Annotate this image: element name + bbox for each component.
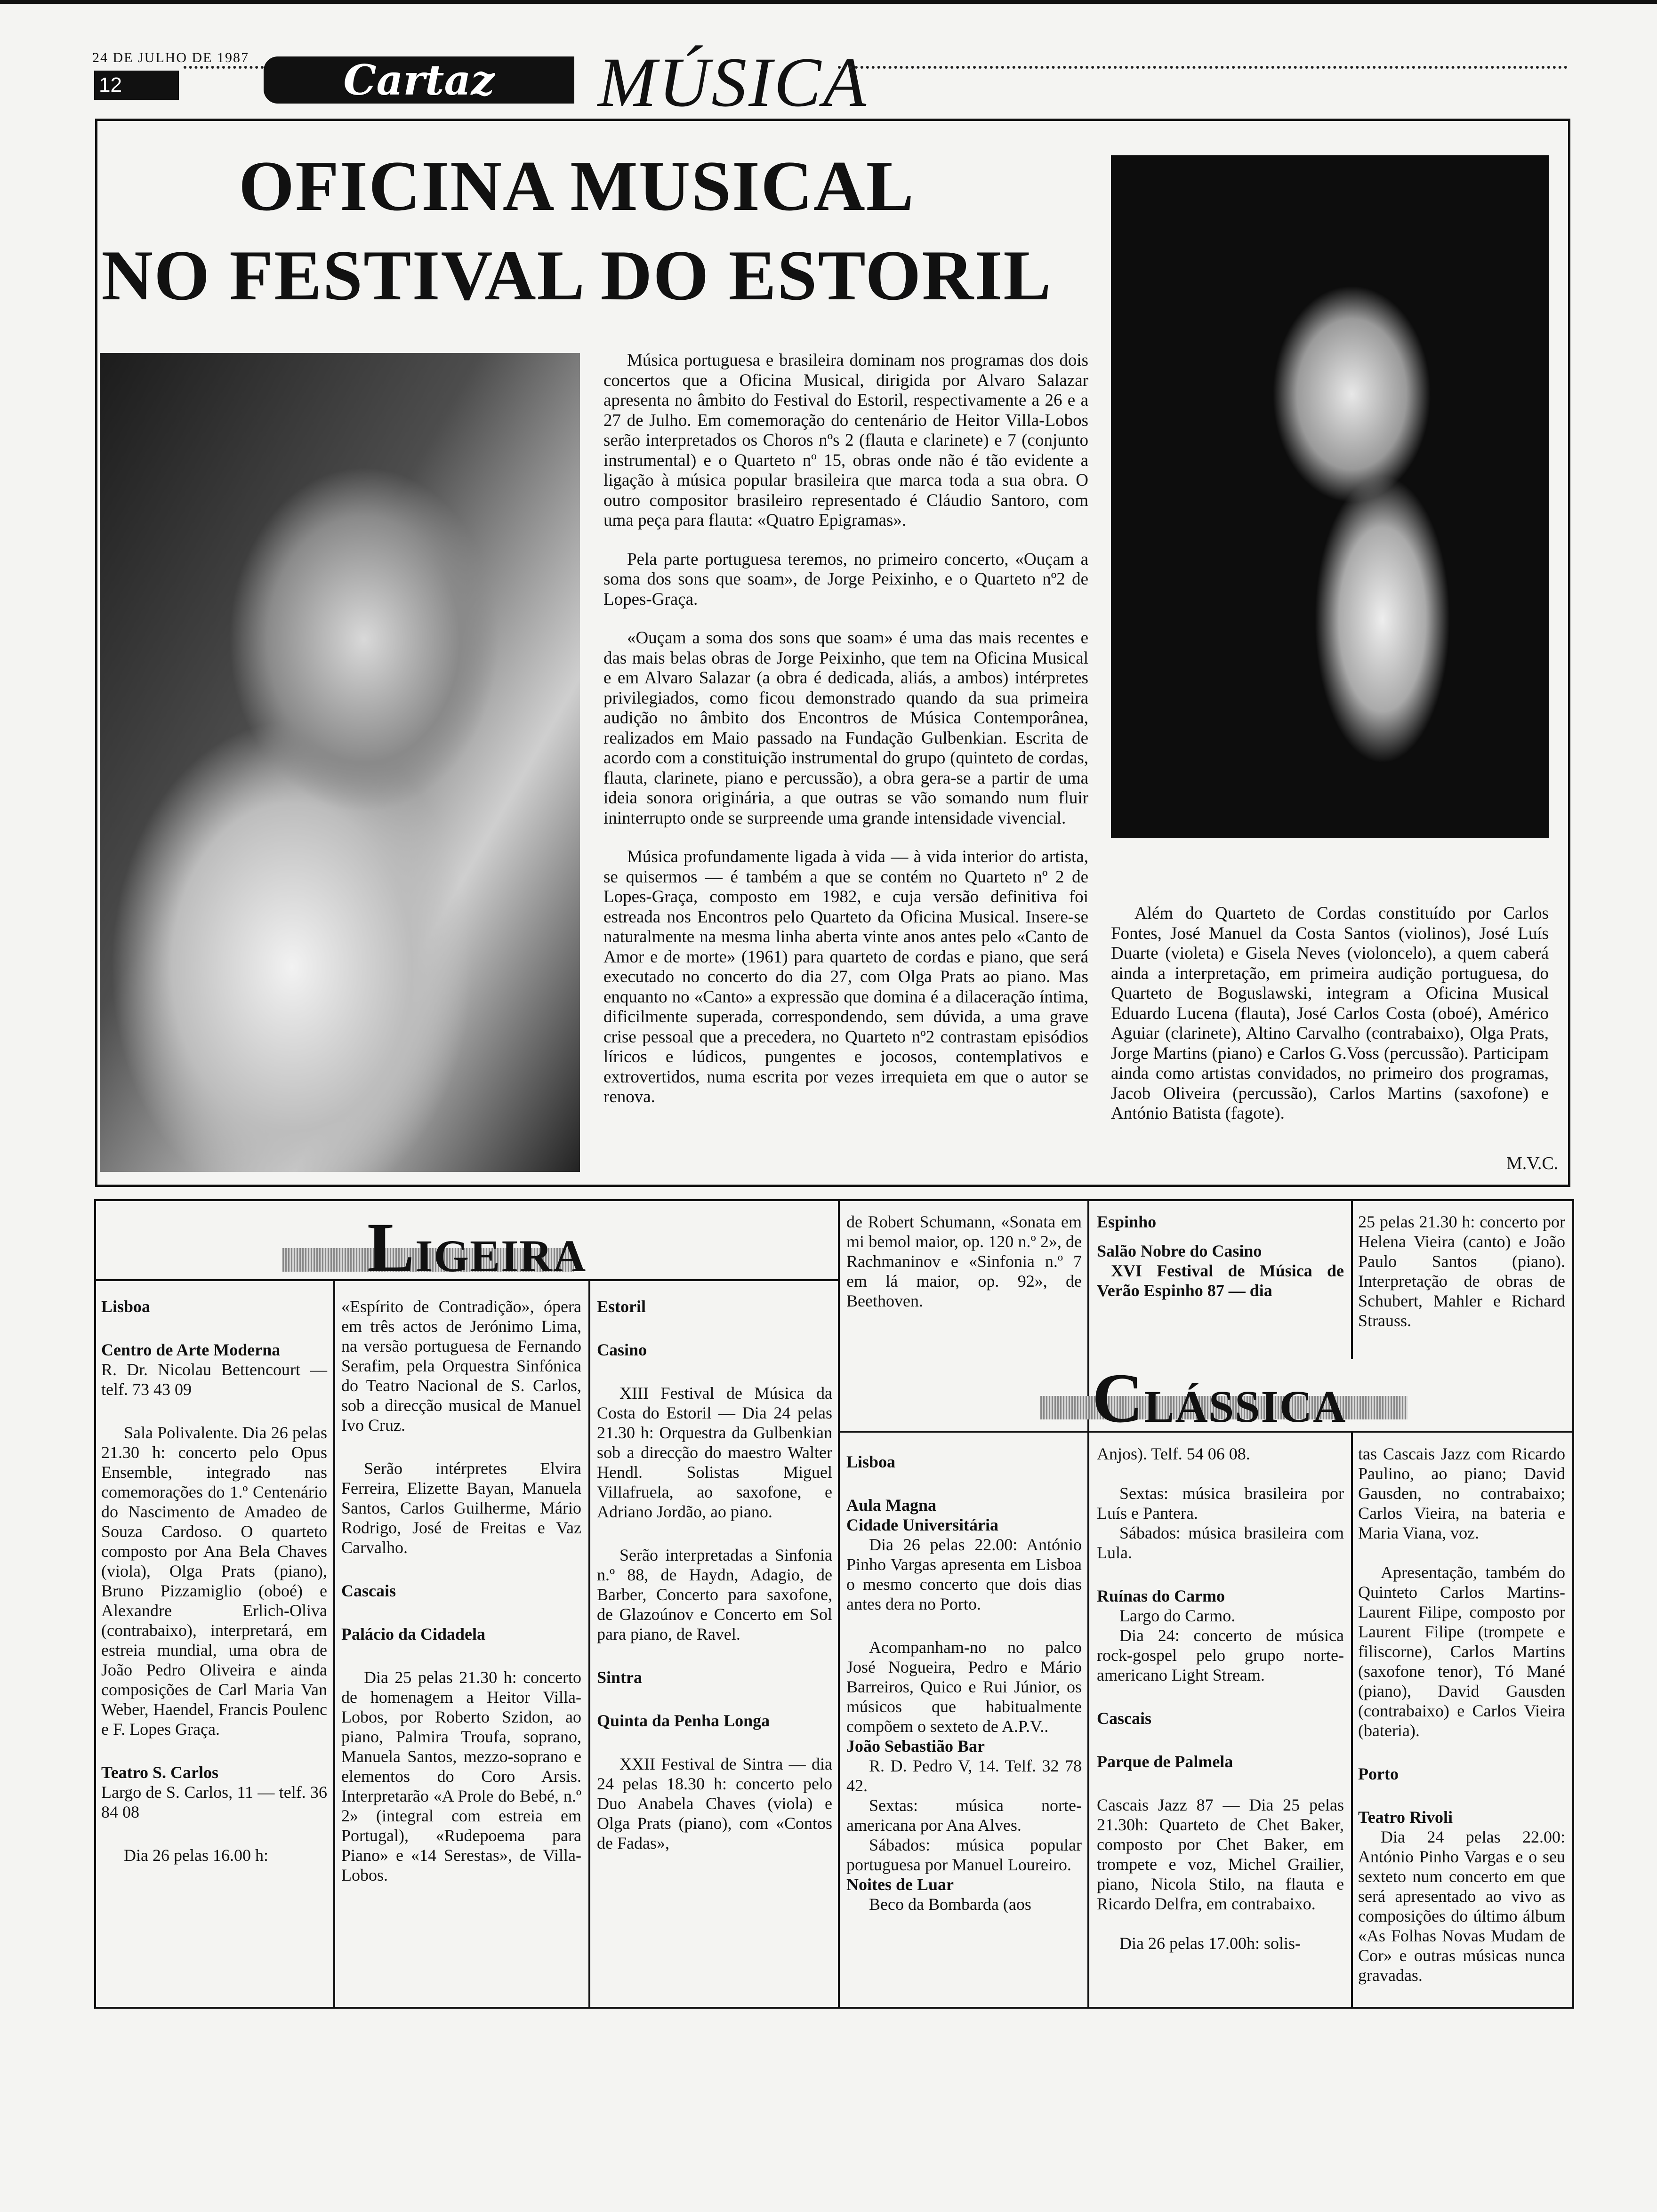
classica-heading — [1092, 1359, 1347, 1437]
listing-text: Sextas: música norte-americana por Ana Alves. — [846, 1796, 1082, 1835]
listing-column-6-top — [1358, 1212, 1565, 1350]
listing-text: de Robert Schumann, «Sonata em mi bemol maior, op. 120 n.º 2», de Rachmaninov e «Sinfonia n.º 7 em lá maior, op. 92», de Beethoven. — [846, 1212, 1082, 1310]
article-body-right — [1111, 904, 1549, 1143]
venue-heading: Teatro Rivoli — [1358, 1808, 1453, 1827]
header-date: 24 DE JULHO DE 1987 — [92, 50, 249, 65]
listing-column-4 — [846, 1452, 1082, 1914]
article-paragraph: Pela parte portuguesa teremos, no primeiro concerto, «Ouçam a soma dos sons que soam», de Jorge Peixinho, e o Quarteto nº2 de Lopes-Graça. — [603, 549, 1088, 609]
city-heading: Lisboa — [101, 1297, 151, 1316]
venue-address: R. D. Pedro V, 14. Telf. 32 78 42. — [846, 1756, 1082, 1795]
article-paragraph: Além do Quarteto de Cordas constituído por Carlos Fontes, José Manuel da Costa Santos (violinos), José Luís Duarte (violeta) e Gisela Neves (violoncelo), a quem caberá ainda a interpretação, em primeira audição portuguesa, do Quarteto de Boguslawski, integram a Oficina Musical Eduardo Lucena (flauta), José Carlos Costa (oboé), Américo Aguiar (clarinete), Altino Carvalho (contrabaixo), Olga Prats, Jorge Martins (piano) e Carlos G.Voss (percussão). Participam ainda como artistas convidados, no primeiro dos programas, Jacob Oliveira (percussão), Carlos Martins (saxofone) e António Batista (fagote). — [1111, 904, 1549, 1123]
listing-text: Sextas: música brasileira por Luís e Pantera. — [1097, 1484, 1344, 1523]
col-rule-3 — [838, 1199, 840, 2009]
header-dots-right — [838, 66, 1568, 72]
venue-heading: Parque de Palmela — [1097, 1752, 1233, 1771]
venue-heading: Noites de Luar — [846, 1875, 954, 1894]
listing-text: Sábados: música brasileira com Lula. — [1097, 1523, 1344, 1562]
listing-column-2 — [341, 1297, 581, 1885]
col-rule-5a — [1351, 1199, 1353, 1359]
listing-text: Dia 26 pelas 17.00h: solis- — [1119, 1934, 1301, 1953]
venue-heading: João Sebastião Bar — [846, 1737, 985, 1755]
listing-text: XXII Festival de Sintra — dia 24 pelas 18.30 h: concerto pelo Duo Anabela Chaves (viola) e Olga Prats (piano), com «Contos de Fadas», — [597, 1755, 832, 1852]
col-rule-1 — [333, 1279, 335, 2009]
listing-text: Sala Polivalente. Dia 26 pelas 21.30 h: concerto pelo Opus Ensemble, integrado nas comemorações do 1.º Centenário do Nascimento de Amadeo de Souza Cardoso. O quarteto composto por Ana Bela Chaves (viola), Olga Prats (piano), Bruno Pizzamiglio (oboé) e Alexandre Erlich-Oliva (contrabaixo), interpretará, em estreia mundial, uma obra de João Pedro Oliveira e ainda composições de Carl Maria Van Weber, Haendel, Francis Poulenc e F. Lopes Graça. — [101, 1423, 327, 1739]
listing-text: 25 pelas 21.30 h: concerto por Helena Vieira (canto) e João Paulo Santos (piano). Interpretação de obras de Schubert, Mahler e Richard Strauss. — [1358, 1212, 1565, 1330]
listing-text: XIII Festival de Música da Costa do Estoril — Dia 24 pelas 21.30 h: Orquestra da Gulbenkian sob a direcção do maestro Walter Hendl. Solistas Miguel Villafruela, ao saxofone, e Adriano Jordão, ao piano. — [597, 1384, 832, 1521]
listing-text: Dia 25 pelas 21.30 h: concerto de homenagem a Heitor Villa-Lobos, por Roberto Szidon, ao piano, Palmira Troufa, soprano, Manuela Santos, mezzo-soprano e elementos do Coro Arsis. Interpretarão «A Prole do Bebé, n.º 2» (integral com estreia em Portugal), «Rudepoema para Piano» e «14 Serestas», de Villa-Lobos. — [341, 1668, 581, 1884]
listing-text: Sábados: música popular portuguesa por Manuel Loureiro. — [846, 1835, 1082, 1874]
venue-heading: Casino — [597, 1340, 647, 1359]
article-paragraph: Música portuguesa e brasileira dominam nos programas dos dois concertos que a Oficina Musical, dirigida por Alvaro Salazar apresenta no âmbito do Festival do Estoril, respectivamente a 26 e a 27 de Julho. Em comemoração do centenário de Heitor Villa-Lobos serão interpretados os Choros nºs 2 (flauta e clarinete) e 7 (conjunto instrumental) e o Quarteto nº 15, obras onde não é tão evidente a ligação à música popular brasileira que marca toda a sua obra. O outro compositor brasileiro representado é Cláudio Santoro, com uma peça para flauta: «Quatro Epigramas». — [603, 351, 1088, 530]
col-rule-0 — [94, 1199, 96, 2009]
classica-rest: LÁSSICA — [1144, 1381, 1347, 1432]
col-rule-6 — [1572, 1199, 1574, 2009]
festival-title: XVI Festival de Música de Verão Espinho 87 — dia — [1097, 1261, 1344, 1300]
venue-address: Largo de S. Carlos, 11 — telf. 36 84 08 — [101, 1783, 327, 1821]
article-title — [94, 141, 1059, 320]
article-paragraph: «Ouçam a soma dos sons que soam» é uma das mais recentes e das mais belas obras de Jorge Peixinho, que tem na Oficina Musical e em Alvaro Salazar (a obra é dedicada, aliás, a ambos) intérpretes privilegiados, como ficou demonstrado quando da sua primeira audição no âmbito dos Encontros de Música Contemporânea, realizados em Maio passado na Fundação Gulbenkian. Escrita de acordo com a constituição instrumental do grupo (quinteto de cordas, flauta, clarinete, piano e percussão), a obra gera-se a partir de uma ideia sonora originária, a que outras se vão somando num fluir ininterrupto onde se surpreende uma grande intensidade vivencial. — [603, 628, 1088, 828]
venue-heading: Salão Nobre do Casino — [1097, 1242, 1262, 1260]
listing-text: Anjos). Telf. 54 06 08. — [1097, 1444, 1250, 1463]
city-heading: Espinho — [1097, 1212, 1157, 1231]
listing-text: Beco da Bombarda (aos — [869, 1895, 1031, 1914]
venue-address: R. Dr. Nicolau Bettencourt — telf. 73 43 09 — [101, 1360, 327, 1399]
venue-heading: Palácio da Cidadela — [341, 1625, 486, 1643]
listing-text: Serão interpretadas a Sinfonia n.º 88, de Haydn, Adagio, de Barber, Concerto para saxofone, de Glazoúnov e Concerto em Sol para piano, de Ravel. — [597, 1546, 832, 1643]
header-dots-left — [184, 66, 264, 72]
classica-initial: C — [1092, 1359, 1144, 1437]
top-rule — [0, 0, 1657, 4]
article-signature: M.V.C. — [1506, 1154, 1559, 1173]
venue-address: Largo do Carmo. — [1119, 1606, 1236, 1625]
listing-column-1 — [101, 1297, 327, 1865]
listing-column-4-top — [846, 1212, 1082, 1330]
listing-column-5 — [1097, 1444, 1344, 1953]
listing-column-5-top — [1097, 1212, 1344, 1300]
ligeira-heading — [367, 1209, 587, 1287]
section-title: MÚSICA — [598, 43, 868, 121]
cartaz-logo: Cartaz — [264, 56, 574, 104]
title-line-1: OFICINA MUSICAL — [238, 146, 915, 225]
section-bottom-rule — [94, 2007, 1574, 2009]
venue-heading: Ruínas do Carmo — [1097, 1587, 1225, 1605]
article-body — [603, 351, 1088, 1126]
listing-column-6 — [1358, 1444, 1565, 1985]
city-heading: Estoril — [597, 1297, 646, 1316]
section-top-rule — [94, 1199, 1572, 1201]
listing-text: tas Cascais Jazz com Ricardo Paulino, ao piano; David Gausden, no contrabaixo; Carlos Vieira, na bateria e Maria Viana, voz. — [1358, 1444, 1565, 1542]
col-rule-4b — [1087, 1431, 1089, 2009]
venue-heading: Quinta da Penha Longa — [597, 1711, 770, 1730]
city-heading: Lisboa — [846, 1452, 896, 1471]
city-heading: Sintra — [597, 1668, 643, 1687]
venue-heading: Centro de Arte Moderna — [101, 1340, 281, 1359]
musician-photo — [100, 353, 580, 1172]
listing-text: Apresentação, também do Quinteto Carlos Martins-Laurent Filipe, composto por Laurent Filipe (trompete e filiscorne), Carlos Martins (saxofone tenor), Tó Mané (piano), David Gausden (contrabaixo) e Carlos Vieira (bateria). — [1358, 1563, 1565, 1740]
listing-column-3 — [597, 1297, 832, 1853]
listing-text: Dia 26 pelas 16.00 h: — [124, 1846, 268, 1865]
listing-text: Serão intérpretes Elvira Ferreira, Elizette Bayan, Manuela Santos, Carlos Guilherme, Mário Rodrigo, José de Freitas e Vaz Carvalho. — [341, 1459, 581, 1557]
city-heading: Porto — [1358, 1764, 1399, 1783]
title-line-2: NO FESTIVAL DO ESTORIL — [101, 236, 1052, 315]
article-paragraph: Música profundamente ligada à vida — à vida interior do artista, se quisermos — é também a que se contém no Quarteto nº 2 de Lopes-Graça, composto em 1982, e cuja versão definitiva foi estreada nos Encontros pelo Quarteto da Oficina Musical. Insere-se naturalmente na mesma linha aberta vinte anos antes pelo «Canto de Amor e de morte» (1961) para quarteto de cordas e piano, que será executado no concerto do dia 27, com Olga Prats ao piano. Mas enquanto no «Canto» a expressão que domina é a dilaceração íntima, dificilmente superada, correspondendo, sem dúvida, a uma grave crise pessoal que a precedera, no Quarteto nº2 contrastam episódios líricos e lúdicos, pungentes e jocosos, contemplativos e extrovertidos, numa escrita por vezes irrequieta em que o autor se renova. — [603, 847, 1088, 1106]
col-rule-2 — [588, 1279, 590, 2009]
ligeira-initial: L — [367, 1209, 416, 1287]
performer-photo — [1111, 155, 1549, 838]
listing-text: «Espírito de Contradição», ópera em três actos de Jerónimo Lima, na versão portuguesa de Fernando Serafim, pela Orquestra Sinfónica do Teatro Nacional de S. Carlos, sob a direcção musical de Manuel Ivo Cruz. — [341, 1297, 581, 1435]
listing-text: Cascais Jazz 87 — Dia 25 pelas 21.30h: Quarteto de Chet Baker, composto por Chet Baker, em trompete e voz, Michel Grailier, piano, Nicola Stilo, na flauta e Ricardo Delfra, em contrabaixo. — [1097, 1795, 1344, 1913]
city-heading: Cascais — [341, 1581, 396, 1600]
listing-text: Dia 24 pelas 22.00: António Pinho Vargas e o seu sexteto num concerto em que será apresentado ao vivo as composições do último álbum «As Folhas Novas Mudam de Cor» e outras músicas nunca gravadas. — [1358, 1827, 1565, 1985]
page-number: 12 — [94, 71, 179, 100]
listing-text: Dia 26 pelas 22.00: António Pinho Vargas apresenta em Lisboa o mesmo concerto que dois dias antes dera no Porto. — [846, 1535, 1082, 1613]
ligeira-rest: IGEIRA — [415, 1231, 587, 1281]
col-rule-5b — [1351, 1431, 1353, 2009]
venue-heading: Cidade Universitária — [846, 1515, 998, 1534]
city-heading: Cascais — [1097, 1709, 1151, 1728]
venue-heading: Aula Magna — [846, 1496, 937, 1515]
listing-text: Dia 24: concerto de música rock-gospel pelo grupo norte-americano Light Stream. — [1097, 1626, 1344, 1684]
venue-heading: Teatro S. Carlos — [101, 1763, 219, 1782]
listing-text: Acompanham-no no palco José Nogueira, Pedro e Mário Barreiros, Quico e Rui Júnior, os músicos que habitualmente compõem o sexteto de A.P.V.. — [846, 1638, 1082, 1736]
